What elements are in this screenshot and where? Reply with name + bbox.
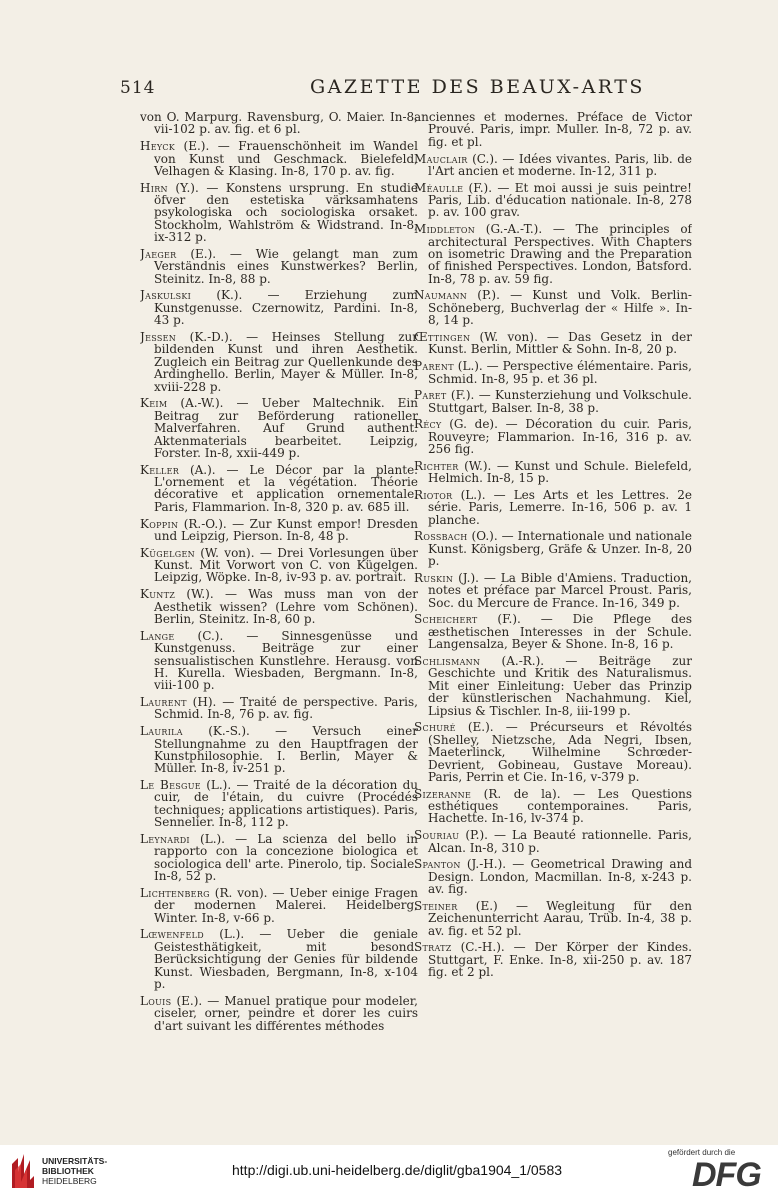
entry-text: (E.). — Frauenschönheit im Wandel von Kunst und Geschmack. Bielefeld, Velhagen & Klasing. In-8, 170 p. av. fig. [154,139,418,178]
entry-author: Scheichert [414,612,478,627]
bibliography-entry [140,887,418,924]
library-name [42,1156,107,1186]
bibliography-entry [140,111,418,136]
entry-author: Richter [414,458,459,473]
bibliography-entry [140,248,418,285]
entry-text: (E.). — Précurseurs et Révoltés (Shelley, Nietzsche, Ada Negri, Ibsen, Maeterlinck, Wilhelmine Schrœder-Devrient, Gobineau, Gustave Moreau). Paris, Perrin et Cie. In-16, v-379 p. [428,720,692,784]
entry-text: (R.-O.). — Zur Kunst empor! Dresden und Leipzig, Pierson. In-8, 48 p. [154,516,418,543]
entry-text: (G. de). — Décoration du cuir. Paris, Rouveyre; Flammarion. In-16, 316 p. av. 256 fig. [428,417,692,457]
entry-author: Naumann [414,288,468,303]
entry-text: (R. de la). — Les Questions esthétiques contemporaines. Paris, Hachette. In-16, lv-374 p. [428,786,692,826]
bibliography-entry [414,389,692,414]
entry-author: Parent [414,359,454,374]
entry-text: (E.) — Wegleitung für den Zeichenunterricht Aarau, Trüb. In-4, 38 p. av. fig. et 52 pl. [428,898,692,938]
entry-author: Sizeranne [414,786,472,801]
entry-author: Louis [140,993,172,1008]
entry-text: (K.). — Erziehung zum Kunstgenusse. Czernowitz, Pardini. In-8, 43 p. [154,288,418,328]
entry-text: (K.-S.). — Versuch einer Stellungnahme zu den Hauptfragen der Kunstphilosophie. I. Berlin, Mayer & Müller. In-8, iv-251 p. [154,724,418,776]
entry-author: Schlismann [414,654,481,668]
bibliography-entry [414,153,692,178]
entry-text: von O. Marpurg. Ravensburg, O. Maier. In-8, vii-102 p. av. fig. et 6 pl. [140,111,418,137]
bibliography-entry [140,547,418,584]
entry-author: Kügelgen [140,545,195,560]
bibliography-entry [140,833,418,883]
bibliography-entry [414,460,692,485]
entry-author: Stratz [414,940,452,955]
page-number: 514 [120,78,156,98]
entry-text: (C.-H.). — Der Körper der Kindes. Stuttgart, F. Enke. In-8, xii-250 p. av. 187 fig. et 2 pl. [428,940,692,980]
entry-author: Souriau [414,828,460,843]
funded-by-label: gefördert durch die [668,1148,736,1157]
bibliography-entry [414,613,692,650]
entry-author: Méaulle [414,180,464,195]
entry-text: (E.). — Wie gelangt man zum Verständnis eines Kunstwerkes? Berlin, Steinitz. In-8, 88 p. [154,246,418,286]
entry-text: (E.). — Manuel pratique pour modeler, ciseler, orner, peindre et dorer les cuirs d'art suivant les différentes méthodes [154,993,418,1033]
entry-author: Ruskin [414,570,454,585]
entry-text: (G.-A.-T.). — The principles of architectural Perspectives. With Chapters on isometric Drawing and the Preparation of finished Perspectives. London, Batsford. In-8, 78 p. av. 59 fig. [428,222,692,286]
bibliography-entry [140,182,418,244]
entry-author: Keim [140,396,168,411]
entry-text: (A.). — Le Décor par la plante. L'ornement et la végétation. Théorie décorative et application ornementale. Paris, Flammarion. In-8, 320 p. av. 685 ill. [154,462,418,514]
bibliography-entry [414,900,692,937]
entry-text: anciennes et modernes. Préface de Victor Prouvé. Paris, impr. Muller. In-8, 72 p. av. fig. et pl. [414,111,692,149]
entry-text: (W.). — Kunst und Schule. Bielefeld, Helmich. In-8, 15 p. [428,458,692,486]
bibliography-entry [414,858,692,895]
bibliography-entry [140,397,418,459]
entry-text: (F.). — Die Pflege des æsthetischen Interesses in der Schule. Langensalza, Beyer & Shone. In-8, 16 p. [428,612,692,652]
bibliography-entry [414,941,692,978]
bibliography-entry [414,721,692,783]
entry-text: (L.). — Ueber die geniale Geistesthätigkeit, mit besond. Berücksichtigung der Genies für bildende Kunst. Wiesbaden, Bergmann, In-8, x-104 p. [154,927,418,992]
university-library-logo-icon [8,1150,38,1190]
bibliography-entry [140,588,418,625]
entry-text: (H). — Traité de perspective. Paris, Schmid. In-8, 76 p. av. fig. [154,695,418,722]
bibliography-entry [140,140,418,177]
viewer-footer [0,1145,778,1197]
entry-text: (L.). — La scienza del bello in rapporto con la concezione biologica et sociologica dell' arte. Pinerolo, tip. Sociale. In-8, 52 p. [154,831,418,884]
entry-text: (K.-D.). — Heinses Stellung zur bildenden Kunst und ihren Aesthetik. Zugleich ein Beitrag zur Quellenkunde des Ardinghello. Berlin, Mayer & Müller. In-8, xviii-228 p. [154,329,418,394]
bibliography-entry [414,111,692,148]
bibliography-entry [414,182,692,219]
entry-text: (O.). — Internationale und nationale Kunst. Königsberg, Gräfe & Unzer. In-8, 20 p. [428,529,692,569]
bibliography-entry [414,360,692,385]
entry-text: (Y.). — Konstens ursprung. En studie öfver den estetiska värksamhatens psykologiska och sociologiska orsaket. Stockholm, Wahlström & Widstrand. In-8, ix-312 p. [154,180,418,245]
entry-text: (P.). — Kunst und Volk. Berlin-Schöneberg, Buchverlag der « Hilfe ». In-8, 14 p. [428,288,692,328]
entry-author: Schuré [414,720,456,735]
entry-text: (C.). — Idées vivantes. Paris, lib. de l'Art ancien et moderne. In-12, 311 p. [428,151,692,178]
bibliography-entry [140,289,418,326]
entry-author: Middleton [414,222,476,237]
entry-author: Laurila [140,724,183,739]
bibliography-entry [414,331,692,356]
bibliography-entry [414,289,692,326]
bibliography-entry [140,464,418,514]
library-name-line2: BIBLIOTHEK [42,1166,94,1176]
bibliography-entry [140,995,418,1032]
bibliography-entry [414,489,692,526]
entry-text: (L.). — Les Arts et les Lettres. 2e série. Paris, Lemerre. In-16, 506 p. av. 1 planche. [428,487,692,527]
entry-author: Récy [414,417,442,432]
entry-text: (A.-W.). — Ueber Maltechnik. Ein Beitrag zur Beförderung rationeller Malverfahren. Auf Grund authent. Aktenmaterials bearbeitet. Leipzig, Forster. In-8, xxii-449 p. [154,396,418,460]
bibliography-entry [414,418,692,455]
bibliography-entry [414,655,692,717]
bibliography-entry [414,223,692,285]
entry-author: Spanton [414,857,461,872]
entry-text: (L.). — Perspective élémentaire. Paris, Schmid. In-8, 95 p. et 36 pl. [428,359,692,386]
journal-title: GAZETTE DES BEAUX-ARTS [310,76,645,98]
bibliography-entry [140,696,418,721]
bibliography-entry [414,829,692,854]
entry-author: Œttingen [414,329,471,344]
entry-text: (W. von). — Das Gesetz in der Kunst. Berlin, Mittler & Sohn. In-8, 20 p. [428,329,692,357]
entry-author: Jaeger [140,246,177,261]
entry-author: Lœwenfeld [140,927,204,942]
entry-text: (J.-H.). — Geometrical Drawing and Design. London, Macmillan. In-8, x-243 p. av. fig. [428,857,692,897]
entry-text: (C.). — Sinnesgenüsse und Kunstgenuss. Beiträge zur einer sensualistischen Kunstlehre. Herausg. von H. Kurella. Wiesbaden, Bergmann. In-8, viii-100 p. [154,628,418,693]
entry-text: (R. von). — Ueber einige Fragen der modernen Malerei. Heidelberg, Winter. In-8, v-66 p. [154,885,418,925]
library-name-line1: UNIVERSITÄTS- [42,1156,108,1166]
entry-author: Steiner [414,898,458,913]
entry-author: Leynardi [140,831,190,846]
entry-text: (A.-R.). — Beiträge zur Geschichte und Kritik des Naturalismus. Mit einer Einleitung: Ueber das Prinzip der künstlerischen Nachahmung. Kiel, Lipsius & Tischler. In-8, iii-199 p. [428,654,692,718]
entry-author: Hirn [140,180,168,195]
bibliography-entry [140,725,418,775]
entry-author: Jaskulski [140,288,192,303]
entry-author: Lichtenberg [140,885,210,900]
entry-author: Koppin [140,516,179,531]
entry-author: Riotor [414,487,453,502]
entry-text: (W. von). — Drei Vorlesungen über Kunst. Mit Vorwort von C. von Kügelgen. Leipzig, Wöpke. In-8, iv-93 p. av. portrait. [154,545,418,585]
entry-author: Keller [140,462,180,477]
bibliography-entry [414,788,692,825]
entry-text: (F.). — Kunsterziehung und Volkschule. Stuttgart, Balser. In-8, 38 p. [428,388,692,415]
entry-author: Mauclair [414,151,468,166]
entry-author: Kuntz [140,587,176,602]
bibliography-entry [140,331,418,393]
entry-author: Le Besgue [140,778,201,793]
entry-text: (W.). — Was muss man von der Aesthetik wissen? (Lehre vom Schönen). Berlin, Steinitz. In-8, 60 p. [154,587,418,626]
bibliography-entry [414,572,692,609]
entry-author: Heyck [140,139,176,154]
entry-text: (L.). — Traité de la décoration du cuir, de l'étain, du cuivre (Procédés techniques; applications artistiques). Paris, Sennelier. In-8, 112 p. [154,778,418,830]
bibliography-entry [140,518,418,543]
right-column [414,111,692,1131]
bibliography-entry [140,630,418,692]
page-header [120,76,666,104]
entry-author: Lange [140,628,175,643]
library-name-line3: HEIDELBERG [42,1176,97,1186]
entry-text: (F.). — Et moi aussi je suis peintre! Paris, Lib. d'éducation nationale. In-8, 278 p. av. 100 grav. [428,180,692,220]
dfg-logo: DFG [692,1156,761,1194]
entry-author: Paret [414,388,447,403]
entry-text: (J.). — La Bible d'Amiens. Traduction, notes et préface par Marcel Proust. Paris, Soc. du Mercure de France. In-16, 349 p. [428,570,692,610]
entry-author: Rossbach [414,529,468,544]
entry-author: Jessen [140,329,177,344]
left-column [140,111,418,1131]
entry-author: Laurent [140,695,187,710]
bibliography-entry [140,928,418,990]
bibliography-entry [414,530,692,567]
bibliography-entry [140,779,418,829]
entry-text: (P.). — La Beauté rationnelle. Paris, Alcan. In-8, 310 p. [428,828,692,855]
permalink-url[interactable]: http://digi.ub.uni-heidelberg.de/diglit/gba1904_1/0583 [232,1162,563,1178]
